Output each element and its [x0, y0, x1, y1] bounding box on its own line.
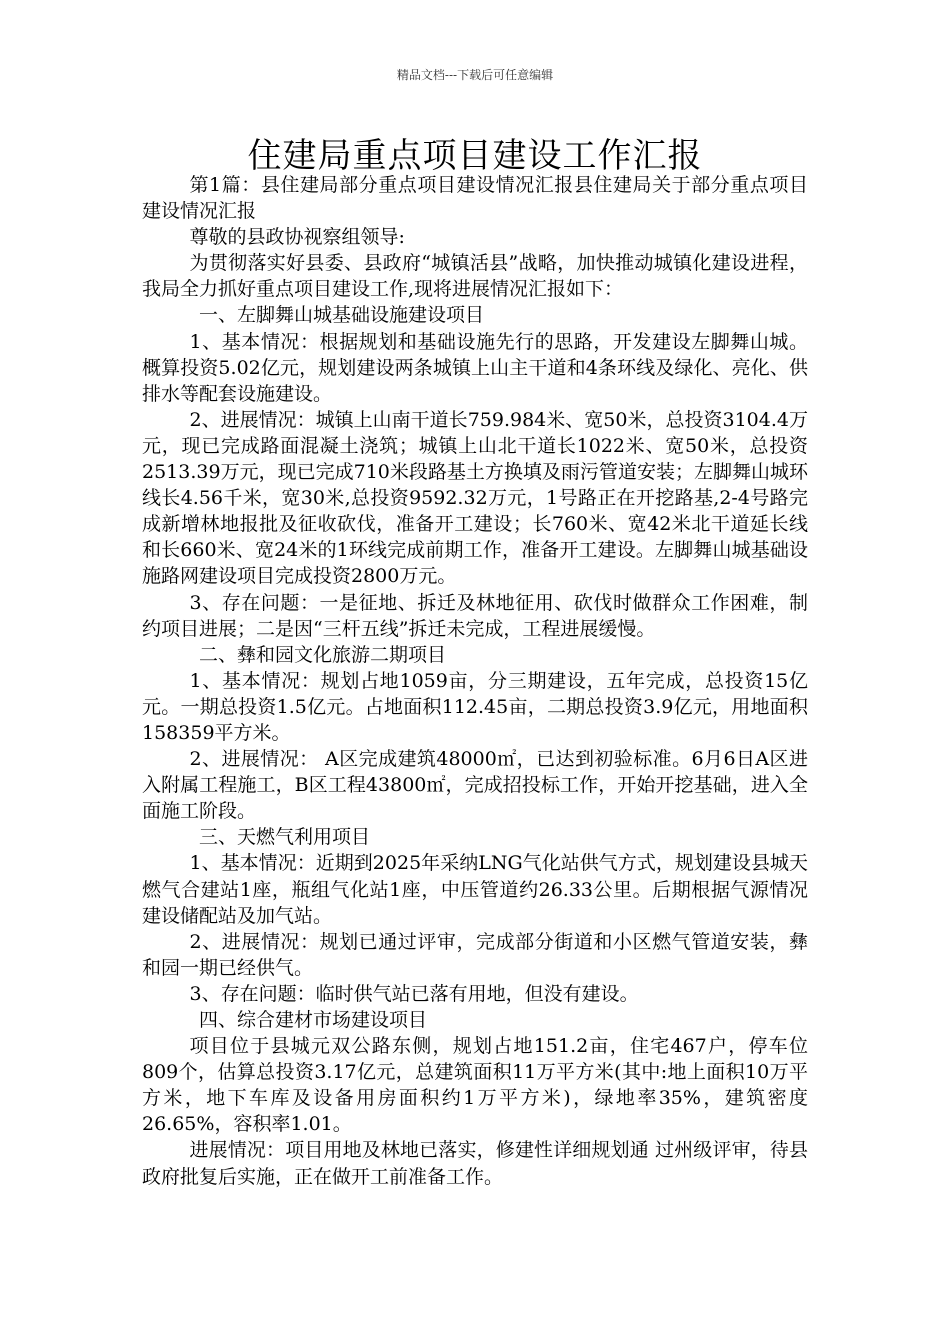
paragraph-4-1: 项目位于县城元双公路东侧，规划占地151.2亩，住宅467户，停车位809个，估算总投资3.17亿元，总建筑面积11万平方米(其中:地上面积10万平方米，地下车库及设备用房面积约1万平方米)，绿地率35%，建筑密度26.65%，容积率1.01。 [142, 1035, 808, 1136]
paragraph-4-2: 进展情况：项目用地及林地已落实，修建性详细规划通 过州级评审，待县政府批复后实施，正在做开工前准备工作。 [142, 1139, 808, 1188]
page-header-note: 精品文档---下载后可任意编辑 [396, 68, 554, 82]
paragraph-2-1: 1、基本情况：规划占地1059亩，分三期建设，五年完成，总投资15亿元。一期总投资1.5亿元。占地面积112.45亩，二期总投资3.9亿元，用地面积158359平方米。 [142, 669, 808, 744]
paragraph-3-3: 3、存在问题：临时供气站已落有用地，但没有建设。 [189, 982, 639, 1005]
paragraph-1-2: 2、进展情况：城镇上山南干道长759.984米、宽50米，总投资3104.4万元，现已完成路面混凝土浇筑；城镇上山北干道长1022米、宽50米，总投资2513.39万元，现已完成710米段路基土方换填及雨污管道安装；左脚舞山城环线长4.56千米，宽30米,总投资9592.32万元，1号路正在开挖路基,2-4号路完成新增林地报批及征收砍伐，准备开工建设；长760米、宽42米北干道延长线和长660米、宽24米的1环线完成前期工作，准备开工建设。左脚舞山城基础设施路网建设项目完成投资2800万元。 [142, 408, 808, 588]
paragraph-intro: 第1篇：县住建局部分重点项目建设情况汇报县住建局关于部分重点项目建设情况汇报 [142, 174, 808, 223]
document-body [142, 172, 808, 1190]
paragraph-salutation: 尊敬的县政协视察组领导: [189, 226, 405, 249]
section-heading-1: 一、左脚舞山城基础设施建设项目 [199, 304, 485, 327]
paragraph-3-2: 2、进展情况：规划已通过评审，完成部分街道和小区燃气管道安装，彝和园一期已经供气。 [142, 930, 808, 979]
paragraph-1-3: 3、存在问题：一是征地、拆迁及林地征用、砍伐时做群众工作困难，制约项目进展；二是因“三杆五线”拆迁未完成，工程进展缓慢。 [142, 591, 808, 640]
paragraph-1-1: 1、基本情况：根据规划和基础设施先行的思路，开发建设左脚舞山城。概算投资5.02亿元，规划建设两条城镇上山主干道和4条环线及绿化、亮化、供排水等配套设施建设。 [142, 330, 808, 405]
paragraph-2-2: 2、进展情况： A区完成建筑48000㎡，已达到初验标准。6月6日A区进入附属工程施工，B区工程43800㎡，完成招投标工作，开始开挖基础，进入全面施工阶段。 [142, 748, 808, 823]
paragraph-preface: 为贯彻落实好县委、县政府“城镇活县”战略，加快推动城镇化建设进程，我局全力抓好重点项目建设工作,现将进展情况汇报如下： [142, 252, 808, 301]
paragraph-3-1: 1、基本情况：近期到2025年采纳LNG气化站供气方式，规划建设县城天燃气合建站1座，瓶组气化站1座，中压管道约26.33公里。后期根据气源情况建设储配站及加气站。 [142, 852, 808, 927]
document-title: 住建局重点项目建设工作汇报 [247, 136, 703, 176]
section-heading-3: 三、天燃气利用项目 [199, 826, 371, 849]
section-heading-2: 二、彝和园文化旅游二期项目 [199, 643, 447, 666]
section-heading-4: 四、综合建材市场建设项目 [199, 1009, 428, 1031]
